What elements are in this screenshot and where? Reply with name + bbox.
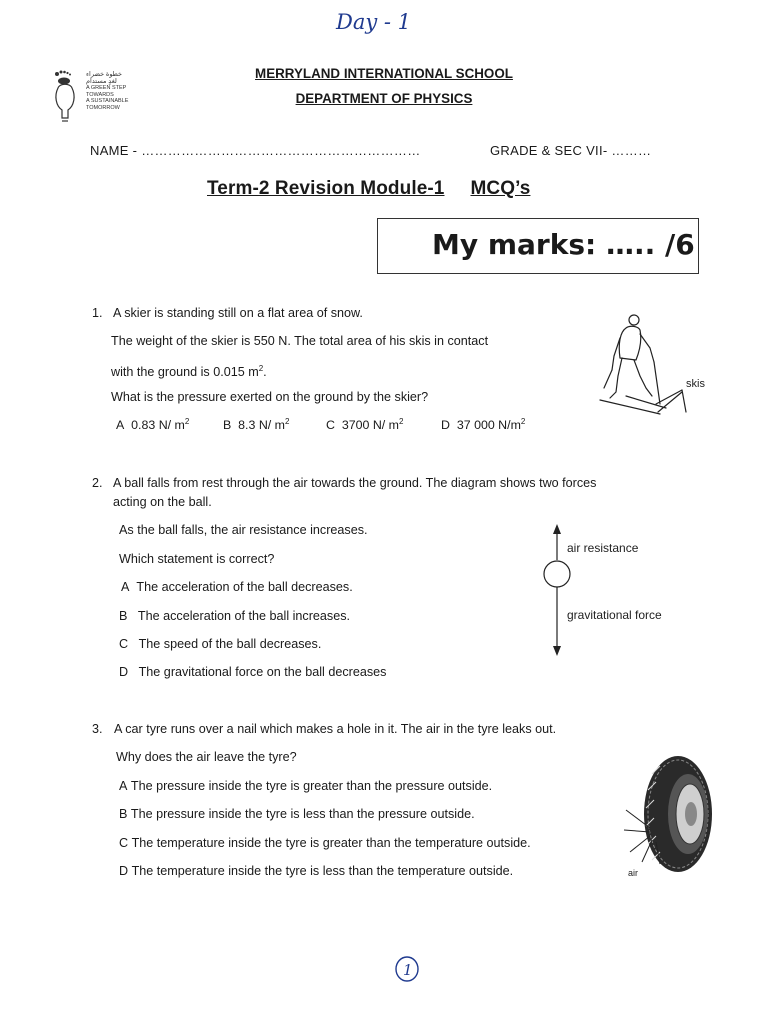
option-text: The gravitational force on the ball decreases — [138, 665, 387, 679]
question-line-area: with the ground is 0.015 $m^2$. — [111, 364, 267, 380]
logo-line: لغدٍ مستدام — [86, 77, 117, 85]
option-text: The temperature inside the tyre is greater than the temperature outside. — [131, 836, 531, 850]
air-resistance-label: air resistance — [567, 541, 639, 555]
marks-box — [377, 218, 699, 274]
option-c[interactable] — [119, 636, 321, 652]
option-text: 37 000 N/m — [456, 418, 521, 433]
question-line: As the ball falls, the air resistance increases. — [119, 523, 368, 537]
logo-line: TOWARDS — [86, 91, 114, 98]
option-a[interactable] — [119, 778, 492, 794]
question-line: A ball falls from rest through the air towards the ground. The diagram shows two forces — [113, 476, 597, 490]
question-line: Which statement is correct? — [119, 552, 275, 566]
marks-text: My marks: ….. /6 — [432, 228, 695, 261]
option-letter: B — [223, 418, 232, 433]
gravitational-force-label: gravitational force — [567, 608, 662, 622]
name-field-label: NAME - ……………………………………………………… — [90, 143, 421, 158]
tyre-diagram — [620, 752, 720, 880]
superscript: 2 — [520, 417, 526, 426]
option-b[interactable] — [119, 608, 350, 624]
option-a[interactable] — [121, 579, 353, 595]
module-title-mcq: MCQ’s — [470, 178, 531, 199]
option-letter: A — [116, 418, 125, 433]
superscript: 2 — [184, 417, 190, 426]
option-letter: A — [119, 779, 128, 793]
module-title-main: Term-2 Revision Module-1 — [207, 178, 445, 199]
option-letter: C — [119, 637, 129, 651]
option-text: The speed of the ball decreases. — [138, 637, 322, 651]
option-text: The pressure inside the tyre is greater than the pressure outside. — [130, 779, 493, 793]
question-line: A car tyre runs over a nail which makes a hole in it. The air in the tyre leaks out. — [114, 722, 557, 736]
department-name: DEPARTMENT OF PHYSICS — [295, 91, 473, 106]
school-name: MERRYLAND INTERNATIONAL SCHOOL — [255, 66, 513, 81]
option-text: 3700 N/ m — [341, 418, 400, 433]
option-text: The acceleration of the ball decreases. — [136, 580, 353, 594]
page-number: 1 — [403, 961, 413, 979]
option-b[interactable] — [223, 417, 289, 432]
option-d[interactable] — [119, 664, 386, 680]
option-text: The temperature inside the tyre is less than the temperature outside. — [131, 864, 514, 878]
option-d[interactable] — [441, 417, 525, 432]
option-text: The pressure inside the tyre is less than the pressure outside. — [130, 807, 475, 821]
option-letter: D — [119, 665, 129, 679]
question-line: acting on the ball. — [113, 495, 212, 509]
grade-field-label: GRADE & SEC VII- ……… — [490, 143, 652, 158]
option-letter: C — [119, 836, 129, 850]
option-text: 8.3 N/ m — [238, 418, 285, 433]
logo-line: خطوة خضراء — [86, 71, 123, 78]
option-d[interactable] — [119, 863, 513, 879]
option-letter: B — [119, 807, 128, 821]
skier-diagram — [596, 312, 726, 424]
superscript: 2 — [399, 417, 404, 426]
option-a[interactable] — [116, 417, 189, 432]
question-number: 2. — [92, 476, 103, 490]
option-letter: C — [326, 418, 335, 433]
question-line: The weight of the skier is 550 N. The total area of his skis in contact — [111, 334, 489, 348]
question-line: A skier is standing still on a flat area of snow. — [113, 306, 363, 320]
question-line: Why does the air leave the tyre? — [116, 750, 297, 764]
option-letter: B — [119, 609, 128, 623]
question-line: What is the pressure exerted on the ground by the skier? — [111, 390, 429, 404]
superscript: 2 — [284, 417, 290, 426]
ball-forces-diagram — [540, 522, 690, 658]
option-b[interactable] — [119, 806, 475, 822]
handwritten-day-note: Day - 1 — [336, 10, 412, 34]
option-c[interactable] — [119, 835, 531, 851]
option-text: 0.83 N/ m — [131, 418, 185, 433]
skis-label: skis — [686, 378, 705, 390]
option-text: The acceleration of the ball increases. — [137, 609, 351, 623]
option-letter: D — [119, 864, 129, 878]
question-number: 3. — [92, 722, 103, 736]
air-label: air — [628, 868, 639, 878]
module-title — [207, 178, 530, 200]
superscript: 2 — [258, 364, 264, 373]
logo-line: TOMORROW — [86, 104, 120, 111]
logo-line: A SUSTAINABLE — [86, 98, 129, 105]
option-letter: D — [441, 418, 450, 433]
page-number-circle — [393, 955, 421, 983]
question-line: with the ground is 0.015 m — [111, 365, 259, 380]
option-letter: A — [121, 580, 130, 594]
option-c[interactable] — [326, 417, 403, 432]
question-number: 1. — [92, 306, 103, 320]
logo-line: A GREEN STEP — [86, 85, 127, 92]
